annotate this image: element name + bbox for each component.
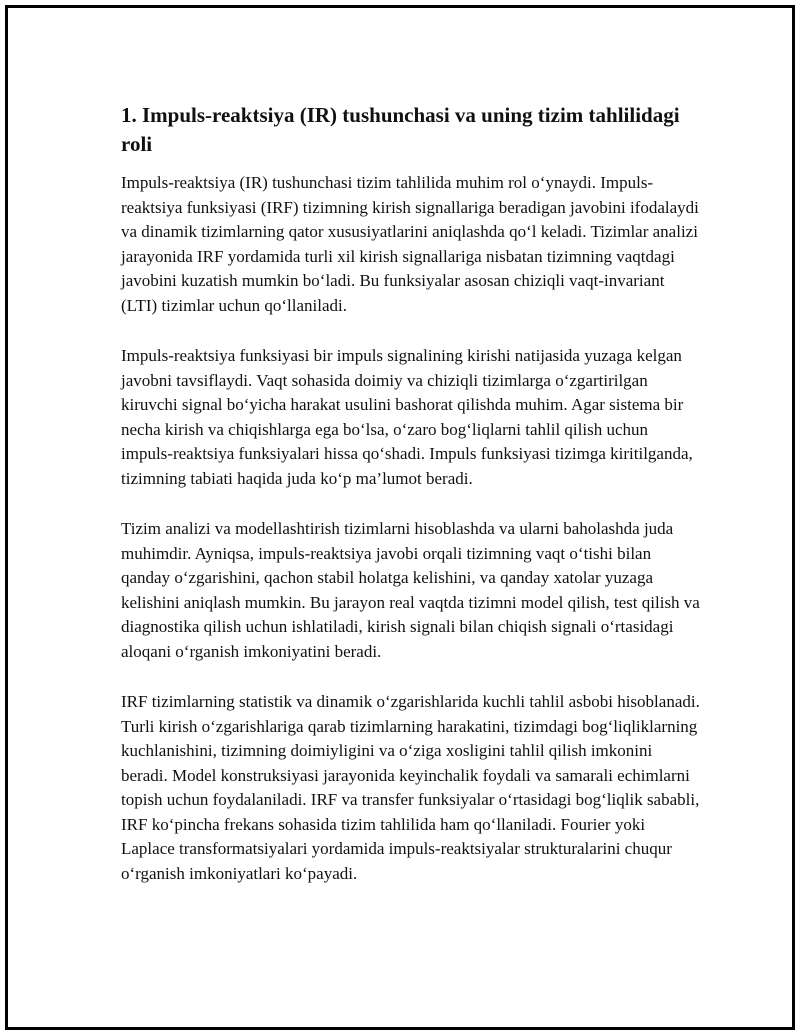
document-body — [121, 101, 701, 912]
paragraph-2: Impuls-reaktsiya funksiyasi bir impuls signalining kirishi natijasida yuzaga kelgan javobni tavsiflaydi. Vaqt sohasida doimiy va chiziqli tizimlarga o‘zgartirilgan kiruvchi signal bo‘yicha harakat usulini bashorat qilishda muhim. Agar sistema bir necha kirish va chiqishlarga ega bo‘lsa, o‘zaro bog‘liqlarni tahlil qilish uchun impuls-reaktsiya funksiyalari hissa qo‘shadi. Impuls funksiyasi tizimga kiritilganda, tizimning tabiati haqida juda ko‘p ma’lumot beradi. — [121, 346, 693, 488]
page-frame — [5, 5, 795, 1030]
paragraph-4: IRF tizimlarning statistik va dinamik o‘zgarishlarida kuchli tahlil asbobi hisoblanadi. Turli kirish o‘zgarishlariga qarab tizimlarning harakatini, tizimdagi bog‘liqliklarning kuchlanishini, tizimning doimiyligini va o‘ziga xosligini tahlil qilish imkonini beradi. Model konstruksiyasi jarayonida keyinchalik foydali va samarali echimlarni topish uchun foydalaniladi. IRF va transfer funksiyalar o‘rtasidagi bog‘liqlik sababli, IRF ko‘pincha frekans sohasida tizim tahlilida ham qo‘llaniladi. Fourier yoki Laplace transformatsiyalari yordamida impuls-reaktsiyalar strukturalarini chuqur o‘rganish imkoniyatlari ko‘payadi. — [121, 692, 700, 883]
paragraph-3: Tizim analizi va modellashtirish tizimlarni hisoblashda va ularni baholashda juda muhimdir. Ayniqsa, impuls-reaktsiya javobi orqali tizimning vaqt o‘tishi bilan qanday o‘zgarishini, qachon stabil holatga kelishini, va qanday xatolar yuzaga kelishini aniqlash mumkin. Bu jarayon real vaqtda tizimni model qilish, test qilish va diagnostika qilish uchun ishlatiladi, kirish signali bilan chiqish signali o‘rtasidagi aloqani o‘rganish imkoniyatini beradi. — [121, 519, 700, 661]
section-heading: 1. Impuls-reaktsiya (IR) tushunchasi va uning tizim tahlilidagi roli — [121, 103, 680, 156]
paragraph-1: Impuls-reaktsiya (IR) tushunchasi tizim tahlilida muhim rol o‘ynaydi. Impuls-reaktsiya funksiyasi (IRF) tizimning kirish signallariga beradigan javobini ifodalaydi va dinamik tizimlarning qator xususiyatlarini aniqlashda qo‘l keladi. Tizimlar analizi jarayonida IRF yordamida turli xil kirish signallariga nisbatan tizimning vaqtdagi javobini kuzatish mumkin bo‘ladi. Bu funksiyalar asosan chiziqli vaqt-invariant (LTI) tizimlar uchun qo‘llaniladi. — [121, 173, 699, 315]
